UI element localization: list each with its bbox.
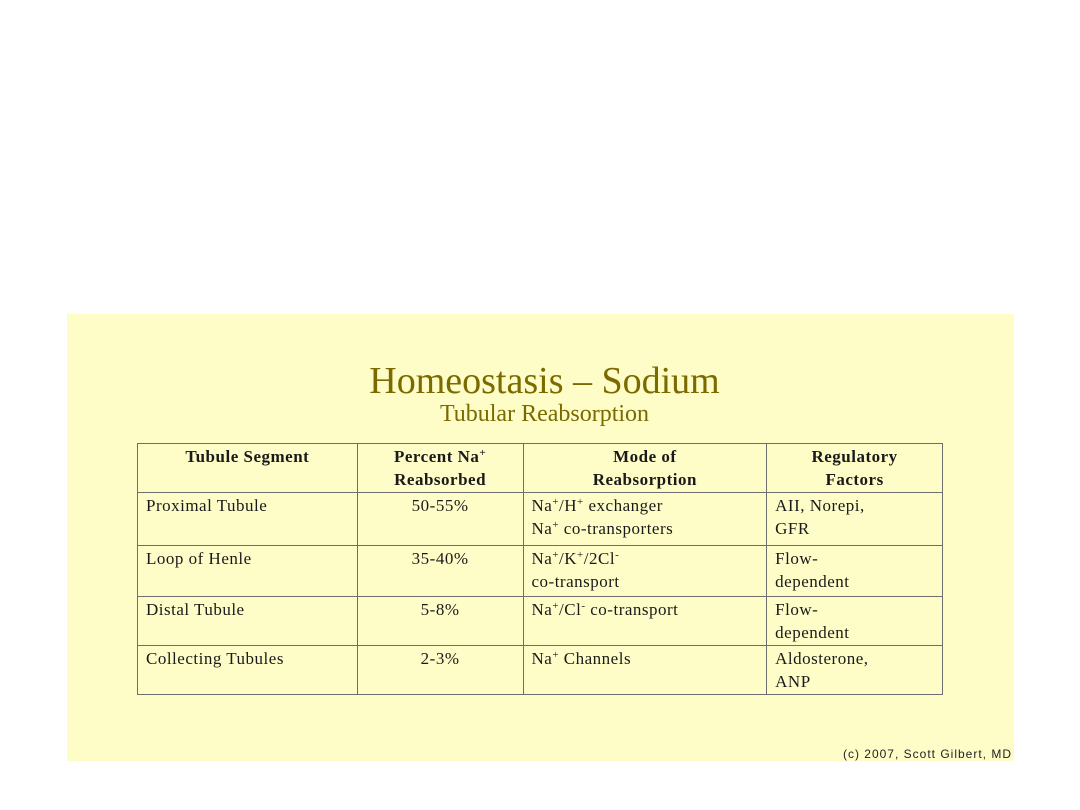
cell-percent-reabsorbed: 2-3% [357, 646, 523, 695]
cell-mode-of-reabsorption: Na+/H+ exchanger Na+ co-transporters [523, 493, 767, 546]
slide-subtitle: Tubular Reabsorption [439, 401, 650, 427]
table-row [138, 493, 943, 546]
header-regulatory-factors: Regulatory Factors [767, 444, 943, 493]
header-tubule-segment: Tubule Segment [138, 444, 358, 493]
cell-regulatory-factors: AII, Norepi, GFR [767, 493, 943, 546]
cell-percent-reabsorbed: 35-40% [357, 546, 523, 597]
header-mode-of-reabsorption: Mode of Reabsorption [523, 444, 767, 493]
cell-percent-reabsorbed: 5-8% [357, 597, 523, 646]
cell-mode-of-reabsorption: Na+/Cl- co-transport [523, 597, 767, 646]
table-header-row [138, 444, 943, 493]
cell-regulatory-factors: Aldosterone, ANP [767, 646, 943, 695]
cell-mode-of-reabsorption: Na+ Channels [523, 646, 767, 695]
header-percent-reabsorbed: Percent Na+ Reabsorbed [357, 444, 523, 493]
cell-regulatory-factors: Flow- dependent [767, 597, 943, 646]
table-row [138, 546, 943, 597]
slide-title: Homeostasis – Sodium [369, 360, 720, 402]
cell-tubule-segment: Loop of Henle [138, 546, 358, 597]
table-row [138, 597, 943, 646]
slide [67, 314, 1014, 761]
copyright-notice: (c) 2007, Scott Gilbert, MD [842, 747, 1012, 761]
reabsorption-table [137, 443, 943, 695]
cell-mode-of-reabsorption: Na+/K+/2Cl- co-transport [523, 546, 767, 597]
cell-regulatory-factors: Flow- dependent [767, 546, 943, 597]
cell-tubule-segment: Distal Tubule [138, 597, 358, 646]
table-row [138, 646, 943, 695]
cell-tubule-segment: Collecting Tubules [138, 646, 358, 695]
cell-tubule-segment: Proximal Tubule [138, 493, 358, 546]
cell-percent-reabsorbed: 50-55% [357, 493, 523, 546]
